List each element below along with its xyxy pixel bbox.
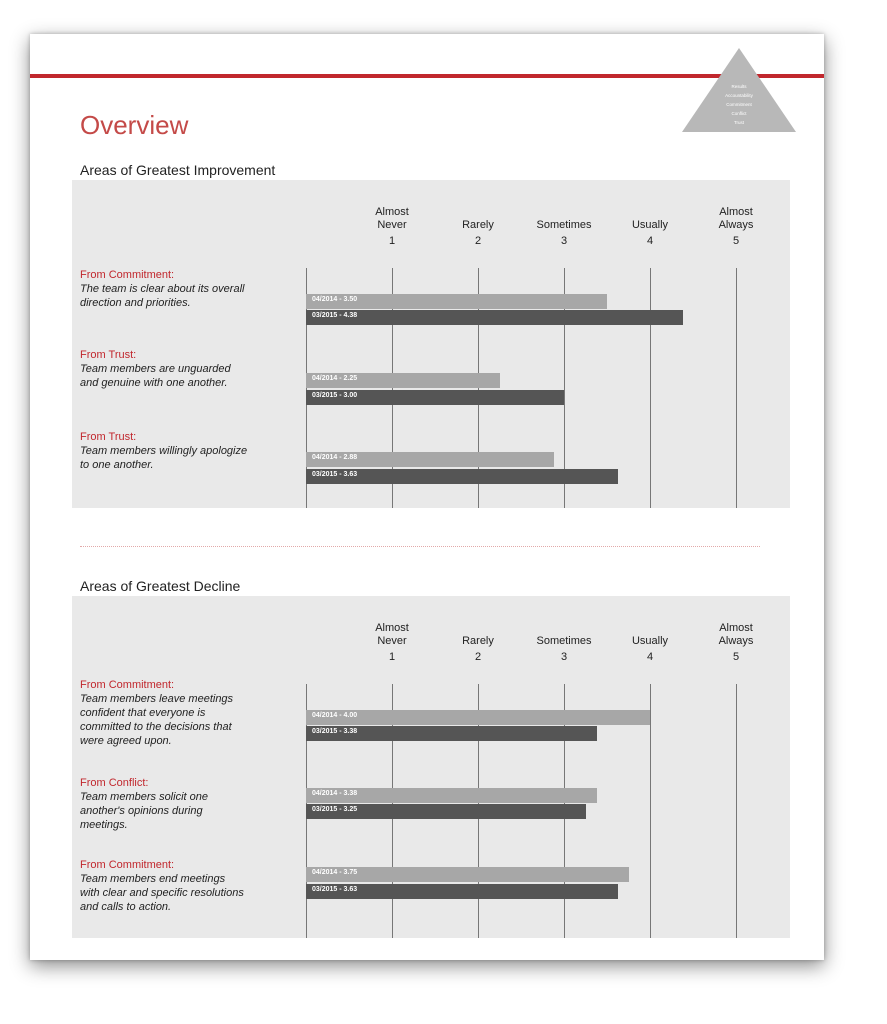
scale-label: [696, 206, 776, 248]
bar-data-label: 04/2014 - 3.38: [312, 790, 358, 797]
bar-2014: [306, 373, 500, 388]
bar-data-label: 03/2015 - 3.63: [312, 471, 358, 478]
bar-data-label: 04/2014 - 4.00: [312, 712, 358, 719]
item-statement: direction and priorities.: [80, 297, 191, 309]
scale-number: 5: [732, 235, 740, 247]
item-description: [80, 678, 295, 748]
item-statement: committed to the decisions that: [80, 721, 232, 733]
item-statement: were agreed upon.: [80, 735, 172, 747]
scale-label: [610, 622, 690, 664]
scale-label-text: Usually: [631, 635, 669, 647]
item-description: [80, 776, 295, 832]
scale-number: 4: [646, 235, 654, 247]
scale-label: [352, 206, 432, 248]
item-statement: to one another.: [80, 459, 154, 471]
item-description: [80, 430, 295, 472]
bar-2014: [306, 867, 629, 882]
bar-2015: [306, 726, 597, 741]
item-category: From Conflict:: [80, 777, 149, 789]
improvement-chart-panel: [72, 180, 790, 508]
scale-label-text: Always: [718, 219, 754, 231]
gridline: [736, 684, 737, 938]
pyramid-level-label: Conflict: [731, 111, 747, 116]
scale-label-text: Usually: [631, 219, 669, 231]
bar-2015: [306, 390, 564, 405]
bar-data-label: 03/2015 - 3.63: [312, 886, 358, 893]
pyramid-level-label: Accountability: [725, 93, 753, 98]
bar-2015: [306, 884, 618, 899]
scale-label-text: Almost: [719, 206, 753, 218]
item-category: From Trust:: [80, 431, 137, 443]
gridline: [650, 684, 651, 938]
scale-label-text: Almost: [719, 622, 753, 634]
scale-number: 2: [474, 235, 482, 247]
item-description: [80, 858, 295, 914]
item-statement: Team members end meetings: [80, 873, 226, 885]
scale-label: [352, 622, 432, 664]
item-statement: with clear and specific resolutions: [80, 887, 244, 899]
bar-data-label: 03/2015 - 3.00: [312, 392, 358, 399]
scale-number: 5: [732, 651, 740, 663]
item-category: From Commitment:: [80, 859, 175, 871]
item-statement: Team members willingly apologize: [80, 445, 248, 457]
section-title-decline: Areas of Greatest Decline: [80, 578, 241, 594]
pyramid-level-label: Results: [731, 84, 747, 89]
scale-number: 2: [474, 651, 482, 663]
scale-label-text: Almost: [375, 206, 409, 218]
scale-label: [696, 622, 776, 664]
bar-data-label: 04/2014 - 2.25: [312, 375, 358, 382]
item-statement: and calls to action.: [80, 901, 172, 913]
report-page: [30, 34, 824, 960]
bar-data-label: 03/2015 - 3.25: [312, 806, 358, 813]
item-statement: and genuine with one another.: [80, 377, 228, 389]
item-category: From Trust:: [80, 349, 137, 361]
scale-label-text: Sometimes: [536, 219, 592, 231]
item-statement: Team members leave meetings: [80, 693, 234, 705]
bar-data-label: 03/2015 - 4.38: [312, 312, 358, 319]
scale-number: 3: [560, 651, 568, 663]
item-description: [80, 348, 295, 390]
dotted-divider: [80, 546, 760, 547]
item-statement: another's opinions during: [80, 805, 203, 817]
item-category: From Commitment:: [80, 269, 175, 281]
section-title-improvement: Areas of Greatest Improvement: [80, 162, 276, 178]
bar-data-label: 04/2014 - 3.50: [312, 296, 358, 303]
scale-label: [610, 206, 690, 248]
scale-label: [524, 206, 604, 248]
item-statement: confident that everyone is: [80, 707, 206, 719]
decline-chart-panel: [72, 596, 790, 938]
scale-label: [524, 622, 604, 664]
item-category: From Commitment:: [80, 679, 175, 691]
page-title: Overview: [80, 110, 189, 140]
scale-number: 3: [560, 235, 568, 247]
item-description: [80, 268, 295, 310]
bar-data-label: 04/2014 - 3.75: [312, 869, 358, 876]
bar-2014: [306, 294, 607, 309]
bar-2014: [306, 788, 597, 803]
item-statement: The team is clear about its overall: [80, 283, 245, 295]
scale-label-text: Never: [377, 219, 407, 231]
gridline: [736, 268, 737, 508]
bar-2014: [306, 710, 650, 725]
pyramid-graphic: [682, 48, 796, 132]
scale-label-text: Rarely: [462, 635, 494, 647]
scale-label-text: Always: [718, 635, 754, 647]
scale-number: 1: [388, 651, 396, 663]
bar-data-label: 03/2015 - 3.38: [312, 728, 358, 735]
scale-label: [438, 206, 518, 248]
bar-data-label: 04/2014 - 2.88: [312, 454, 358, 461]
bar-2015: [306, 804, 586, 819]
scale-number: 1: [388, 235, 396, 247]
item-statement: meetings.: [80, 819, 128, 831]
scale-label-text: Sometimes: [536, 635, 592, 647]
scale-label: [438, 622, 518, 664]
bar-2014: [306, 452, 554, 467]
item-statement: Team members are unguarded: [80, 363, 231, 375]
scale-label-text: Rarely: [462, 219, 494, 231]
pyramid-level-label: Trust: [733, 120, 745, 125]
scale-number: 4: [646, 651, 654, 663]
item-statement: Team members solicit one: [80, 791, 208, 803]
bar-2015: [306, 469, 618, 484]
gridline: [650, 268, 651, 508]
pyramid-level-label: Commitment: [726, 102, 752, 107]
scale-label-text: Almost: [375, 622, 409, 634]
scale-label-text: Never: [377, 635, 407, 647]
bar-2015: [306, 310, 683, 325]
